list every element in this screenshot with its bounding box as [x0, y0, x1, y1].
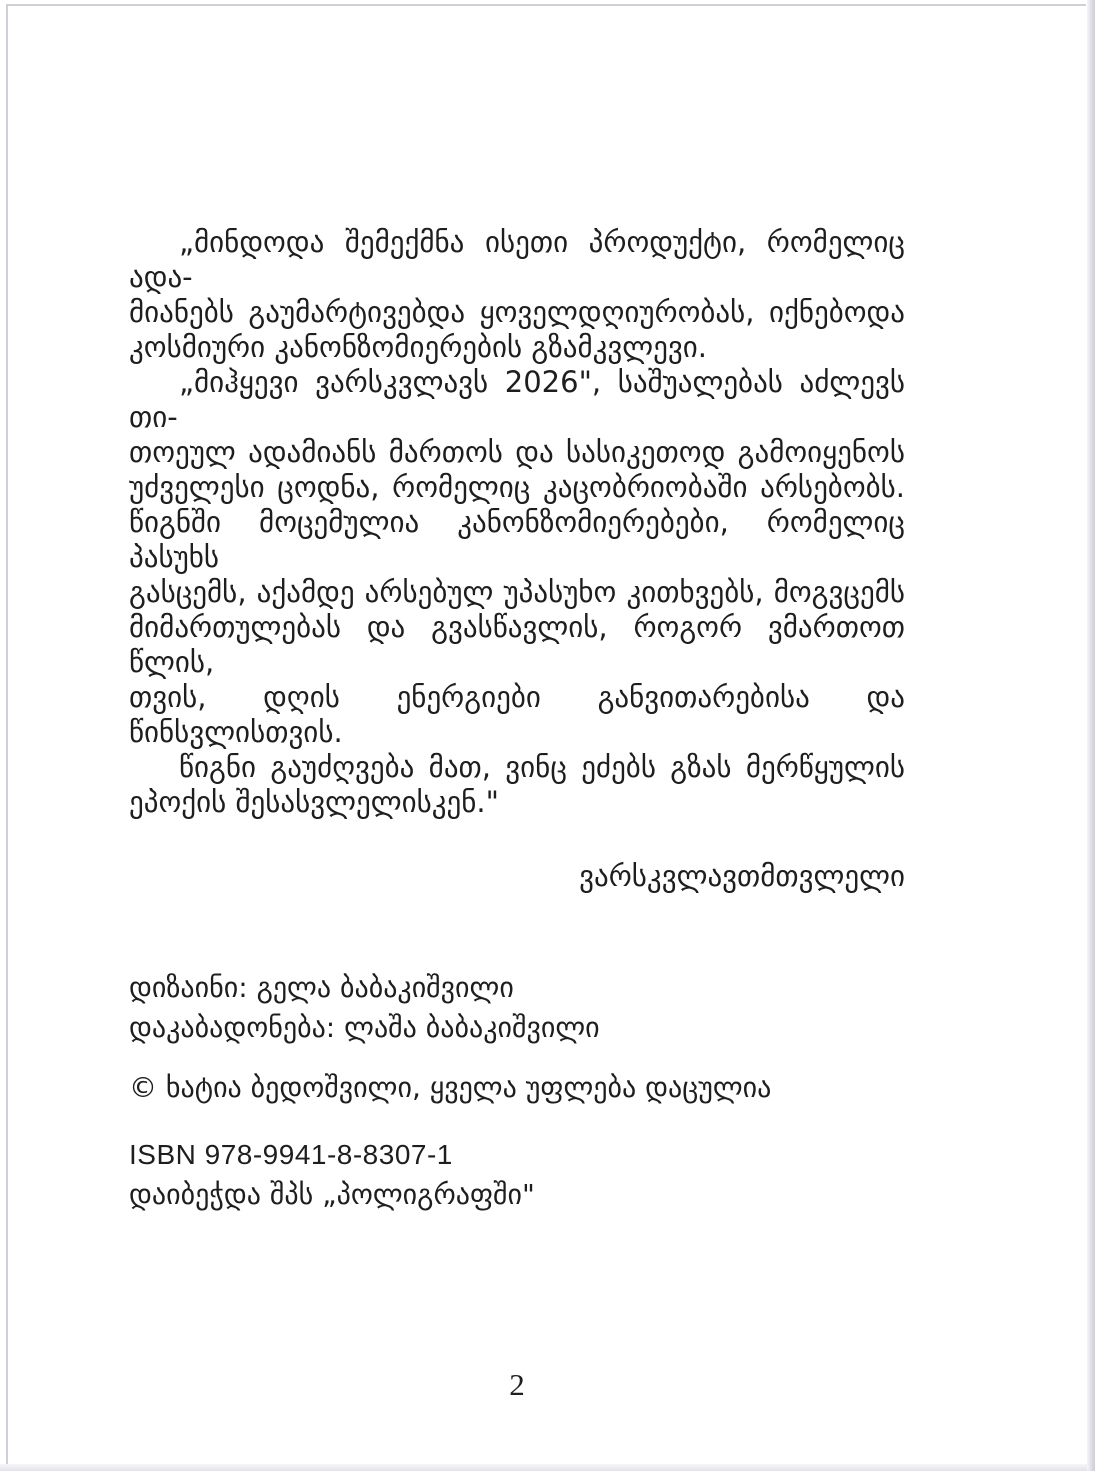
designer-line: დიზაინი: გელა ბაბაკიშვილი	[129, 971, 514, 1004]
page-number: 2	[509, 1367, 525, 1402]
isbn-line: ISBN 978-9941-8-8307-1	[129, 1139, 453, 1170]
text-line: კოსმიური კანონზომიერების გზამკვლევი.	[129, 330, 707, 364]
text-line: ეპოქის შესასვლელისკენ."	[129, 785, 499, 819]
quote-paragraphs	[129, 225, 905, 820]
text-line: უძველესი ცოდნა, რომელიც კაცობრიობაში არსებობს.	[129, 470, 905, 504]
text-line: წიგნი გაუძღვება მათ, ვინც ეძებს გზას მერწყულის	[179, 750, 905, 784]
printer-line: დაიბეჭდა შპს „პოლიგრაფში"	[129, 1178, 535, 1211]
text-line: გასცემს, აქამდე არსებულ უპასუხო კითხვებს, მოგვცემს	[129, 575, 905, 609]
text-line: „მიჰყევი ვარსკვლავს 2026", საშუალებას აძლევს თი-	[129, 365, 905, 434]
copyright-line: © ხატია ბედოშვილი, ყველა უფლება დაცულია	[129, 1071, 772, 1104]
page-edge-top	[6, 4, 1086, 6]
text-line: მიანებს გაუმარტივებდა ყოველდღიურობას, იქნებოდა	[129, 295, 905, 329]
paragraph	[129, 225, 905, 365]
signature-line: ვარსკვლავთმთვლელი	[579, 859, 905, 893]
quote-block	[129, 225, 905, 894]
colophon-block	[129, 968, 905, 1215]
layout-line: დაკაბადონება: ლაშა ბაბაკიშვილი	[129, 1011, 600, 1044]
text-line: მიმართულებას და გვასწავლის, როგორ ვმართოთ წლის,	[129, 610, 905, 679]
paragraph	[129, 750, 905, 820]
text-line: „მინდოდა შემექმნა ისეთი პროდუქტი, რომელიც ადა-	[129, 225, 905, 294]
vertical-scrollbar[interactable]	[1087, 0, 1095, 1471]
text-line: წიგნში მოცემულია კანონზომიერებები, რომელიც პასუხს	[129, 505, 905, 574]
paragraph	[129, 365, 905, 750]
horizontal-scrollbar[interactable]	[0, 1464, 1087, 1471]
page-edge-left	[6, 4, 8, 1464]
text-line: თვის, დღის ენერგიები განვითარებისა და წინსვლისთვის.	[129, 680, 905, 749]
text-line: თოეულ ადამიანს მართოს და სასიკეთოდ გამოიყენოს	[129, 435, 905, 469]
